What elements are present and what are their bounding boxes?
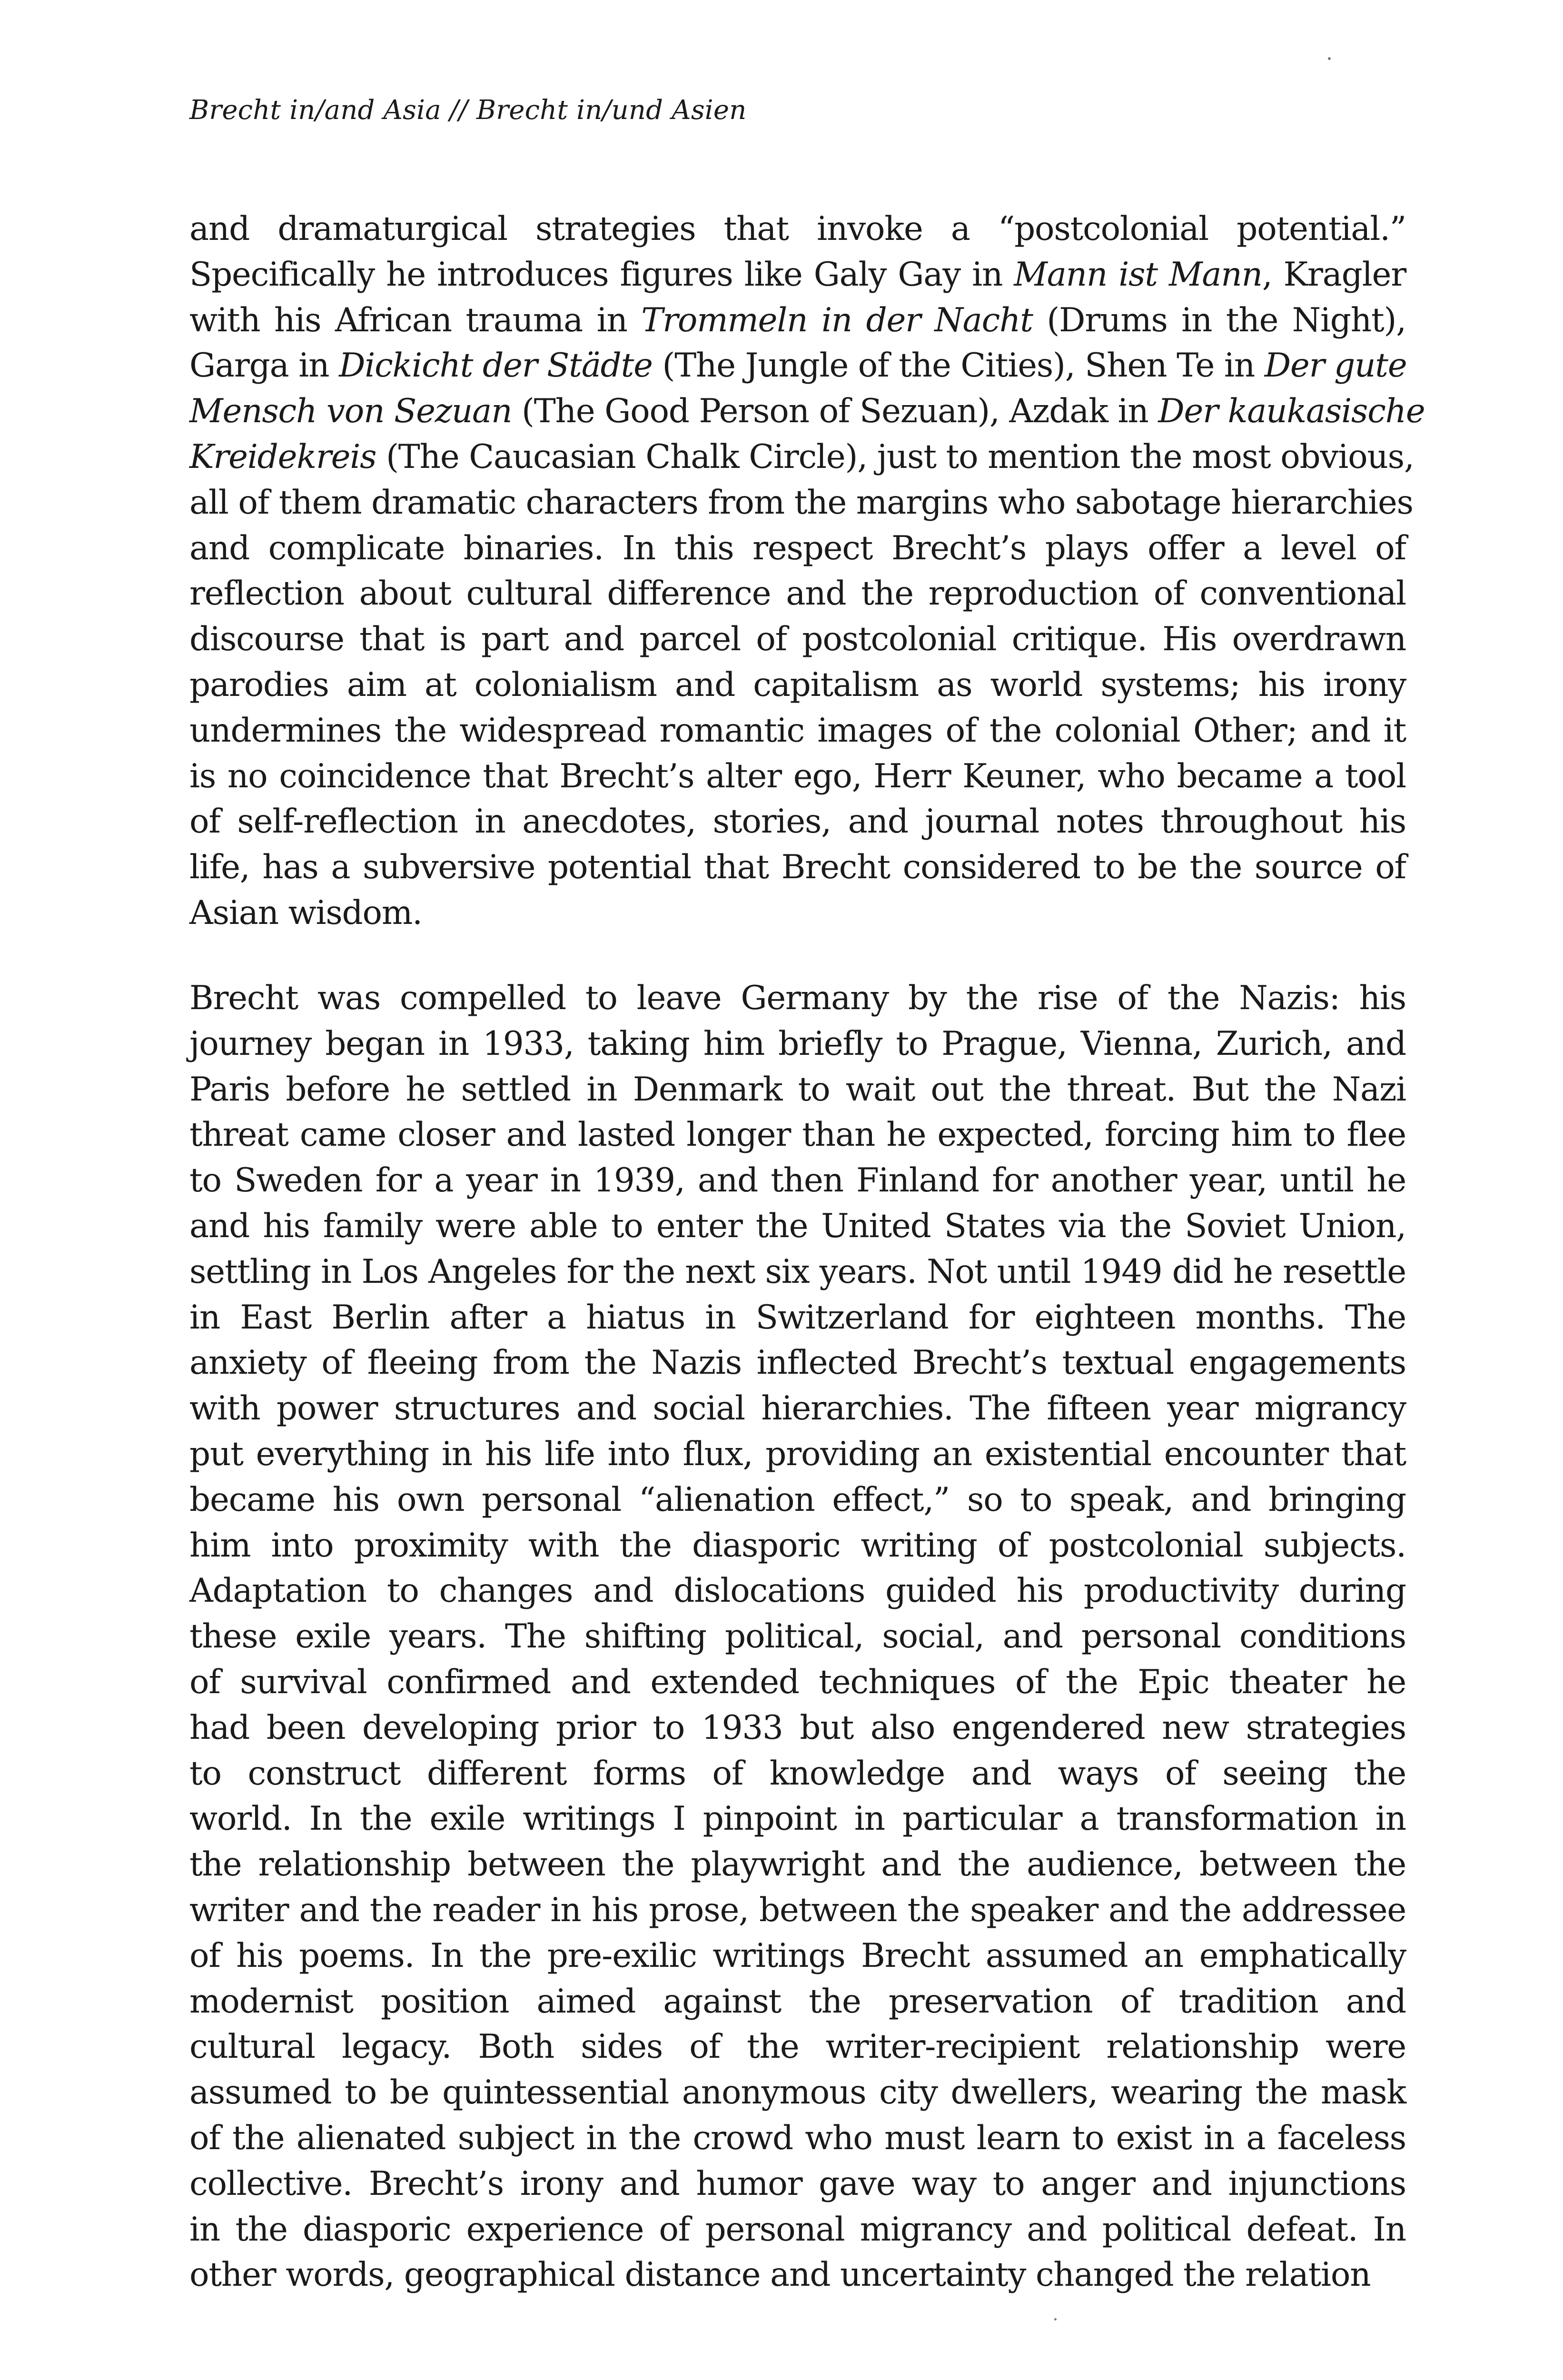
text-line: and dramaturgical strategies that invoke a “postcolonial potential.” [189, 210, 1406, 248]
text-line: with his African trauma in Trommeln in der Nacht (Drums in the Night), [189, 301, 1406, 339]
text-line: discourse that is part and parcel of postcolonial critique. His overdrawn [189, 620, 1406, 659]
text-line: in East Berlin after a hiatus in Switzerland for eighteen months. The [189, 1298, 1406, 1337]
text-line: Specifically he introduces figures like Galy Gay in Mann ist Mann, Kragler [189, 255, 1406, 294]
text-line: put everything in his life into flux, providing an existential encounter that [189, 1435, 1406, 1473]
italic-title: Mensch von Sezuan [189, 392, 512, 431]
text-line: all of them dramatic characters from the margins who sabotage hierarchies [189, 483, 1413, 522]
text-line: modernist position aimed against the preservation of tradition and [189, 1982, 1406, 2021]
text-line: writer and the reader in his prose, between the speaker and the addressee [189, 1891, 1406, 1929]
text-line: collective. Brecht’s irony and humor gave way to anger and injunctions [189, 2164, 1406, 2203]
italic-title: Kreidekreis [189, 437, 376, 476]
text-line: of the alienated subject in the crowd who must learn to exist in a faceless [189, 2119, 1406, 2157]
text-line: became his own personal “alienation effect,” so to speak, and bringing [189, 1480, 1406, 1519]
text-line: reflection about cultural difference and the reproduction of conventional [189, 575, 1406, 613]
text-line: settling in Los Angeles for the next six years. Not until 1949 did he resettle [189, 1252, 1406, 1291]
italic-title: Der gute [1264, 347, 1407, 385]
paragraph-2 [189, 976, 1406, 2298]
text-line: and complicate binaries. In this respect Brecht’s plays offer a level of [189, 529, 1406, 567]
text-line: Brecht was compelled to leave Germany by the rise of the Nazis: his [189, 979, 1406, 1017]
text-line: of survival confirmed and extended techniques of the Epic theater he [189, 1663, 1406, 1701]
text-line: in the diasporic experience of personal migrancy and political defeat. In [189, 2210, 1406, 2249]
text-line: threat came closer and lasted longer than he expected, forcing him to flee [189, 1116, 1406, 1154]
scan-speck [1328, 57, 1331, 60]
text-line: journey began in 1933, taking him briefly to Prague, Vienna, Zurich, and [189, 1024, 1406, 1063]
text-line: Asian wisdom. [189, 893, 422, 932]
text-line: anxiety of fleeing from the Nazis inflected Brecht’s textual engagements [189, 1344, 1406, 1382]
text-line: life, has a subversive potential that Brecht considered to be the source of [189, 848, 1406, 887]
text-line: of self-reflection in anecdotes, stories, and journal notes throughout his [189, 803, 1406, 841]
text-line: with power structures and social hierarchies. The fifteen year migrancy [189, 1389, 1406, 1428]
text-line: undermines the widespread romantic images of the colonial Other; and it [189, 711, 1406, 750]
text-line: the relationship between the playwright and the audience, between the [189, 1845, 1406, 1884]
italic-title: Der kaukasische [1158, 392, 1425, 431]
text-line: and his family were able to enter the United States via the Soviet Union, [189, 1207, 1406, 1245]
italic-title: Mann ist Mann [1014, 255, 1262, 294]
text-line: other words, geographical distance and uncertainty changed the relation [189, 2256, 1371, 2294]
text-line: assumed to be quintessential anonymous city dwellers, wearing the mask [189, 2073, 1406, 2112]
text-line: world. In the exile writings I pinpoint in particular a transformation in [189, 1800, 1406, 1838]
text-line: Adaptation to changes and dislocations guided his productivity during [189, 1572, 1406, 1610]
paragraph-1 [189, 207, 1425, 936]
text-line: Mensch von Sezuan (The Good Person of Sezuan), Azdak in Der kaukasische [189, 392, 1425, 431]
text-line: to construct different forms of knowledge and ways of seeing the [189, 1754, 1406, 1793]
text-line: Paris before he settled in Denmark to wait out the threat. But the Nazi [189, 1070, 1406, 1109]
text-line: parodies aim at colonialism and capitalism as world systems; his irony [189, 665, 1406, 704]
running-head: Brecht in/and Asia // Brecht in/und Asien [189, 95, 747, 126]
text-line: him into proximity with the diasporic writing of postcolonial subjects. [189, 1526, 1406, 1565]
text-line: had been developing prior to 1933 but also engendered new strategies [189, 1708, 1406, 1747]
italic-title: Dickicht der Städte [339, 347, 653, 385]
italic-title: Trommeln in der Nacht [641, 301, 1033, 339]
text-line: cultural legacy. Both sides of the writer-recipient relationship were [189, 2028, 1406, 2066]
text-line: Kreidekreis (The Caucasian Chalk Circle), just to mention the most obvious, [189, 437, 1414, 476]
text-line: is no coincidence that Brecht’s alter ego, Herr Keuner, who became a tool [189, 757, 1406, 795]
text-line: these exile years. The shifting political, social, and personal conditions [189, 1617, 1406, 1656]
text-line: to Sweden for a year in 1939, and then Finland for another year, until he [189, 1161, 1406, 1200]
text-line: Garga in Dickicht der Städte (The Jungle of the Cities), Shen Te in Der gute [189, 347, 1407, 385]
text-line: of his poems. In the pre-exilic writings Brecht assumed an emphatically [189, 1936, 1406, 1975]
scan-speck [1054, 2318, 1057, 2320]
